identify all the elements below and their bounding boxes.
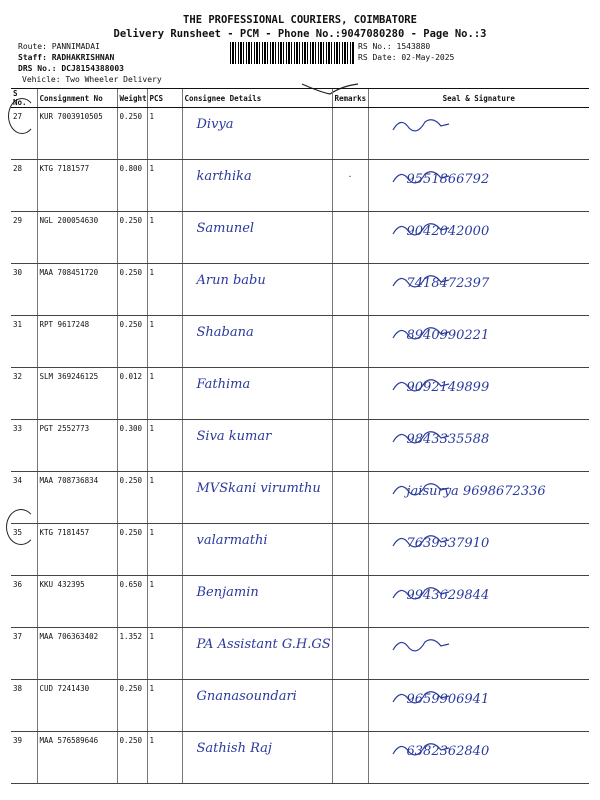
signature-cell — [368, 680, 589, 732]
consignment-number: MAA 576589646 — [37, 732, 117, 784]
weight-value: 0.800 — [117, 160, 147, 212]
pieces-count: 1 — [147, 732, 182, 784]
col-header-pcs: PCS — [147, 89, 182, 108]
pieces-count: 1 — [147, 420, 182, 472]
vehicle-label: Vehicle: Two Wheeler Delivery — [22, 75, 162, 84]
barcode-image — [230, 42, 354, 64]
remarks-cell — [332, 212, 368, 264]
table-row — [11, 420, 589, 472]
receiver-phone: 9092149899 — [406, 380, 490, 395]
table-row — [11, 264, 589, 316]
consignment-number: MAA 708736834 — [37, 472, 117, 524]
weight-value: 0.250 — [117, 524, 147, 576]
row-sno: 35 — [11, 524, 37, 576]
receiver-phone: jaisurya 9698672336 — [406, 484, 546, 499]
receiver-phone: 8940990221 — [406, 328, 490, 343]
consignment-number: KUR 7003910505 — [37, 108, 117, 160]
table-header-row — [11, 89, 589, 108]
receiver-phone: 6382362840 — [406, 744, 490, 759]
row-sno: 38 — [11, 680, 37, 732]
weight-value: 0.650 — [117, 576, 147, 628]
consignment-number: NGL 200054630 — [37, 212, 117, 264]
remarks-cell — [332, 576, 368, 628]
receiver-phone: 9659906941 — [406, 692, 490, 707]
pieces-count: 1 — [147, 212, 182, 264]
consignment-number: KTG 7181577 — [37, 160, 117, 212]
runsheet-table — [11, 88, 589, 784]
signature-scribble — [391, 114, 451, 136]
receiver-phone: 9042042000 — [406, 224, 490, 239]
table-row — [11, 472, 589, 524]
signature-cell — [368, 420, 589, 472]
pieces-count: 1 — [147, 628, 182, 680]
consignment-number: MAA 706363402 — [37, 628, 117, 680]
pieces-count: 1 — [147, 576, 182, 628]
consignment-number: SLM 369246125 — [37, 368, 117, 420]
col-header-signature: Seal & Signature — [368, 89, 589, 108]
weight-value: 0.250 — [117, 264, 147, 316]
pieces-count: 1 — [147, 472, 182, 524]
consignee-name: Sathish Raj — [182, 732, 332, 784]
weight-value: 0.250 — [117, 108, 147, 160]
remarks-cell — [332, 524, 368, 576]
receiver-phone: 7639337910 — [406, 536, 490, 551]
pieces-count: 1 — [147, 316, 182, 368]
consignment-number: KTG 7181457 — [37, 524, 117, 576]
receiver-phone: 9843335588 — [406, 432, 490, 447]
runsheet-meta-right — [358, 41, 454, 63]
consignment-number: KKU 432395 — [37, 576, 117, 628]
remarks-cell: · — [332, 160, 368, 212]
row-sno: 32 — [11, 368, 37, 420]
consignee-name: Divya — [182, 108, 332, 160]
remarks-cell — [332, 680, 368, 732]
remarks-cell — [332, 108, 368, 160]
row-sno: 33 — [11, 420, 37, 472]
signature-cell — [368, 524, 589, 576]
runsheet-subtitle: Delivery Runsheet - PCM - Phone No.:9047080280 - Page No.:3 — [113, 28, 487, 40]
consignee-name: Shabana — [182, 316, 332, 368]
weight-value: 0.012 — [117, 368, 147, 420]
table-row — [11, 212, 589, 264]
remarks-cell — [332, 472, 368, 524]
col-header-remarks: Remarks — [332, 89, 368, 108]
row-sno: 31 — [11, 316, 37, 368]
remarks-cell — [332, 368, 368, 420]
signature-cell — [368, 732, 589, 784]
row-sno: 30 — [11, 264, 37, 316]
consignee-name: Siva kumar — [182, 420, 332, 472]
pieces-count: 1 — [147, 524, 182, 576]
row-sno: 34 — [11, 472, 37, 524]
rs-date: RS Date: 02-May-2025 — [358, 53, 455, 62]
row-sno: 28 — [11, 160, 37, 212]
col-header-weight: Weight — [117, 89, 147, 108]
pieces-count: 1 — [147, 160, 182, 212]
table-row — [11, 368, 589, 420]
signature-cell — [368, 316, 589, 368]
signature-cell — [368, 472, 589, 524]
table-row — [11, 524, 589, 576]
row-sno: 39 — [11, 732, 37, 784]
signature-cell — [368, 212, 589, 264]
table-row — [11, 680, 589, 732]
receiver-phone: 7418472397 — [406, 276, 490, 291]
row-sno: 36 — [11, 576, 37, 628]
consignee-name: Samunel — [182, 212, 332, 264]
col-header-consignment: Consignment No — [37, 89, 117, 108]
row-sno: 37 — [11, 628, 37, 680]
col-header-consignee: Consignee Details — [182, 89, 332, 108]
table-row — [11, 160, 589, 212]
table-row — [11, 628, 589, 680]
row-sno: 27 — [11, 108, 37, 160]
rs-number: RS No.: 1543880 — [358, 42, 431, 51]
remarks-cell — [332, 732, 368, 784]
signature-cell — [368, 368, 589, 420]
route-label: Route: PANNIMADAI — [18, 42, 100, 51]
remarks-cell — [332, 628, 368, 680]
row-sno: 29 — [11, 212, 37, 264]
receiver-phone: 9551866792 — [406, 172, 490, 187]
consignee-name: Benjamin — [182, 576, 332, 628]
weight-value: 0.300 — [117, 420, 147, 472]
signature-cell — [368, 576, 589, 628]
weight-value: 0.250 — [117, 732, 147, 784]
remarks-cell — [332, 316, 368, 368]
staff-label: Staff: RADHAKRISHNAN — [18, 53, 115, 62]
consignee-name: Gnanasoundari — [182, 680, 332, 732]
table-row — [11, 576, 589, 628]
consignee-name: karthika — [182, 160, 332, 212]
weight-value: 1.352 — [117, 628, 147, 680]
runsheet-meta-left — [18, 41, 162, 85]
signature-cell — [368, 628, 589, 680]
table-row — [11, 316, 589, 368]
receiver-phone: 9943629844 — [406, 588, 490, 603]
consignment-number: RPT 9617248 — [37, 316, 117, 368]
signature-scribble — [391, 634, 451, 656]
consignee-name: MVSkani virumthu — [182, 472, 332, 524]
remarks-cell — [332, 420, 368, 472]
pieces-count: 1 — [147, 108, 182, 160]
weight-value: 0.250 — [117, 680, 147, 732]
weight-value: 0.250 — [117, 472, 147, 524]
consignment-number: CUD 7241430 — [37, 680, 117, 732]
weight-value: 0.250 — [117, 316, 147, 368]
consignee-name: Arun babu — [182, 264, 332, 316]
drs-number: DRS No.: DCJ8154388003 — [18, 64, 124, 73]
signature-cell — [368, 160, 589, 212]
consignee-name: valarmathi — [182, 524, 332, 576]
consignee-name: PA Assistant G.H.GS — [182, 628, 332, 680]
consignee-name: Fathima — [182, 368, 332, 420]
signature-cell — [368, 264, 589, 316]
consignment-number: PGT 2552773 — [37, 420, 117, 472]
consignment-number: MAA 708451720 — [37, 264, 117, 316]
pieces-count: 1 — [147, 368, 182, 420]
pieces-count: 1 — [147, 680, 182, 732]
remarks-cell — [332, 264, 368, 316]
weight-value: 0.250 — [117, 212, 147, 264]
col-header-sno: S No. — [11, 89, 37, 108]
company-title: THE PROFESSIONAL COURIERS, COIMBATORE — [183, 14, 417, 26]
table-row — [11, 732, 589, 784]
signature-cell — [368, 108, 589, 160]
pieces-count: 1 — [147, 264, 182, 316]
table-row — [11, 108, 589, 160]
